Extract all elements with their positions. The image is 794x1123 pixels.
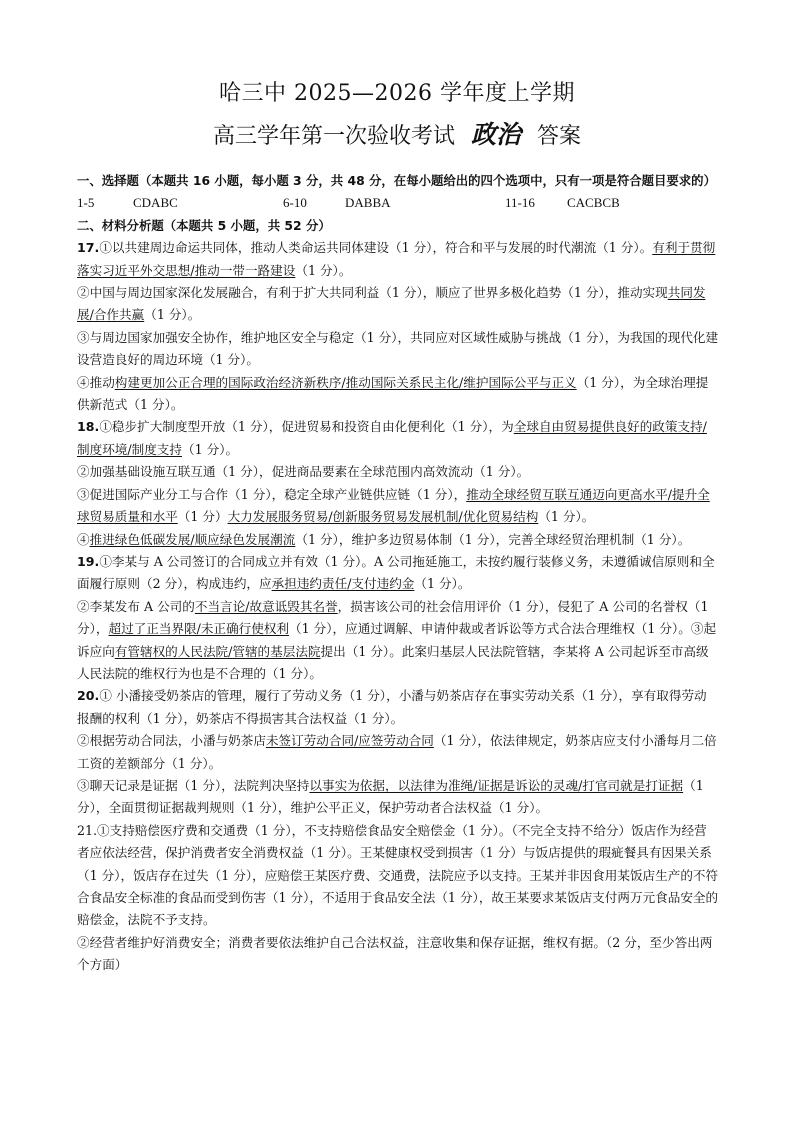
answer-text: ③聊天记录是证据（1 分），法院判决坚持 [77, 777, 310, 793]
key-phrase: 有管辖权的人民法院/管辖的基层法院 [114, 643, 321, 659]
q17-point-1 [77, 237, 719, 282]
answer-text: ① 小潘接受奶茶店的管理，履行了劳动义务（1 分），小潘与奶茶店存在事实劳动关系（1 分），享有取得劳动报酬的权利（1 分），奶茶店不得损害其合法权益（1 分）。 [77, 688, 707, 726]
choice-answers-row [77, 192, 719, 214]
answer-text: ③促进国际产业分工与合作（1 分），稳定全球产业链供应链（1 分）， [77, 486, 467, 502]
key-phrase: 全球自由贸易提供良好的政策支持/制度环境/制度支持 [77, 419, 707, 457]
key-phrase: 超过了正当界限/未正确行使权利 [108, 621, 290, 637]
answer-text: ④推动 [77, 374, 115, 390]
key-phrase: 承担违约责任/支付违约金 [271, 576, 415, 592]
answer-text: （1 分），依法律规定，奶茶店应支付小潘每月二倍工资的差额部分（1 分）。 [77, 733, 717, 771]
question-number: 18. [77, 419, 100, 435]
q17-point-2 [77, 282, 719, 327]
answer-text: ②根据劳动合同法，小潘与奶茶店 [77, 733, 266, 749]
answer-range: 6-10 [283, 195, 307, 211]
section2-heading: 二、材料分析题（本题共 5 小题，共 52 分） [77, 217, 331, 233]
question-number: 20. [77, 688, 100, 704]
key-phrase: 以事实为依据，以法律为准绳/证据是诉讼的灵魂/打官司就是打证据 [309, 777, 684, 793]
answer-text: （1 分）。 [414, 576, 471, 592]
answer-text: 提出（1 分）。此案归基层人民法院管辖，李某将 A 公司起诉至市高级人民法院的维权行为也是不合理的（1 分）。 [77, 643, 709, 681]
answer-content [77, 170, 719, 977]
answer-text: ②李某发布 A 公司的 [77, 598, 195, 614]
key-phrase: 不当言论/故意诋毁其名誉 [194, 598, 338, 614]
answer-text: （1 分），应通过调解、申请仲裁或者诉讼等方式合法合理维权（1 分）。③起诉应向 [77, 621, 717, 659]
q20-point-1 [77, 685, 719, 730]
answer-text: （1 分）。 [295, 262, 352, 278]
q19-point-2 [77, 596, 719, 686]
q20-point-3 [77, 775, 719, 820]
answer-text: ②中国与周边国家深化发展融合，有利于扩大共同利益（1 分），顺应了世界多极化趋势（1 分），推动实现 [77, 285, 668, 301]
answer-text: ①稳步扩大制度型开放（1 分），促进贸易和投资自由化便利化（1 分），为 [99, 419, 514, 435]
page-title: 哈三中 2025—2026 学年度上学期 [219, 81, 575, 106]
answer-keys: CDABC [133, 195, 178, 211]
q17-point-4 [77, 372, 719, 417]
key-phrase: 未签订劳动合同/应签劳动合同 [265, 733, 434, 749]
q20-point-2 [77, 730, 719, 775]
q21-point-1: 21.①支持赔偿医疗费和交通费（1 分），不支持赔偿食品安全赔偿金（1 分）。（不完全支持不给分）饭店作为经营者应依法经营，保护消费者安全消费权益（1 分）。王某健康权受到损害（1 分）与饭店提供的瑕疵餐具有因果关系（1 分），饭店存在过失（1 分），应赔偿王某医疗费、交通费，法院应予以支持。王某并非因食用某饭店生产的不符合食品安全标准的食品而受到伤害（1 分），不适用于食品安全法（1 分），故王某要求某饭店支付两万元食品安全的赔偿金，法院不予支持。 [77, 822, 719, 928]
subject-name: 政治 [470, 120, 521, 149]
question-number: 17. [77, 240, 100, 256]
subtitle-prefix: 高三学年第一次验收考试 [212, 124, 455, 149]
q18-point-1 [77, 416, 719, 461]
q18-point-3 [77, 484, 719, 529]
q17-point-3: ③与周边国家加强安全协作，维护地区安全与稳定（1 分），共同应对区域性威胁与挑战（1 分），为我国的现代化建设营造良好的周边环境（1 分）。 [77, 329, 719, 368]
key-phrase: 有利于贯彻落实习近平外交思想/推动一带一路建设 [77, 240, 716, 278]
answer-text: ④ [77, 531, 90, 547]
answer-text: （1 分），维护多边贸易体制（1 分），完善全球经贸治理机制（1 分）。 [295, 531, 691, 547]
key-phrase: 构建更加公正合理的国际政治经济新秩序/推动国际关系民主化/维护国际公平与正义 [114, 374, 577, 390]
answer-text: （1 分） [177, 509, 228, 525]
answer-range: 11-16 [505, 195, 535, 211]
answer-text: （1 分）。 [182, 441, 239, 457]
question-number: 19. [77, 553, 100, 569]
q19-point-1 [77, 551, 719, 596]
key-phrase: 共同发展/合作共赢 [77, 285, 706, 323]
subtitle-suffix: 答案 [537, 124, 582, 149]
answer-range: 1-5 [77, 195, 95, 211]
answer-text: （1 分）。 [538, 509, 595, 525]
answer-keys: CACBCB [567, 195, 620, 211]
q18-point-2: ②加强基础设施互联互通（1 分），促进商品要素在全球范围内高效流动（1 分）。 [77, 464, 530, 480]
answer-text: ，损害该公司的社会信用评价（1 分），侵犯了 A 公司的名誉权（1 分）， [77, 598, 709, 637]
q18-point-4 [77, 529, 719, 551]
section1-heading: 一、选择题（本题共 16 小题，每小题 3 分，共 48 分，在每小题给出的四个选项中，只有一项是符合题目要求的） [77, 173, 716, 188]
answer-text: （1 分），全面贯彻证据裁判规则（1 分），维护公平正义，保护劳动者合法权益（1 分）。 [77, 777, 704, 816]
page-subtitle [0, 115, 794, 151]
key-phrase: 推动全球经贸互联互通迈向更高水平/提升全球贸易质量和水平 [77, 486, 710, 525]
key-phrase: 大力发展服务贸易/创新服务贸易发展机制/优化贸易结构 [227, 509, 539, 525]
q21-point-2: ②经营者维护好消费安全；消费者要依法维护自己合法权益，注意收集和保存证据，维权有据。（2 分，至少答出两个方面） [77, 934, 713, 973]
answer-text: ①以共建周边命运共同体，推动人类命运共同体建设（1 分），符合和平与发展的时代潮流（1 分）。 [99, 240, 653, 256]
answer-text: （1 分）。 [144, 307, 201, 323]
answer-text: （1 分），为全球治理提供新范式（1 分）。 [77, 374, 709, 413]
key-phrase: 推进绿色低碳发展/顺应绿色发展潮流 [89, 531, 296, 547]
answer-text: ①李某与 A 公司签订的合同成立并有效（1 分）。A 公司拖延施工，未按约履行装修义务，未遵循诚信原则和全面履行原则（2 分），构成违约，应 [77, 553, 715, 592]
answer-keys: DABBA [345, 195, 391, 211]
